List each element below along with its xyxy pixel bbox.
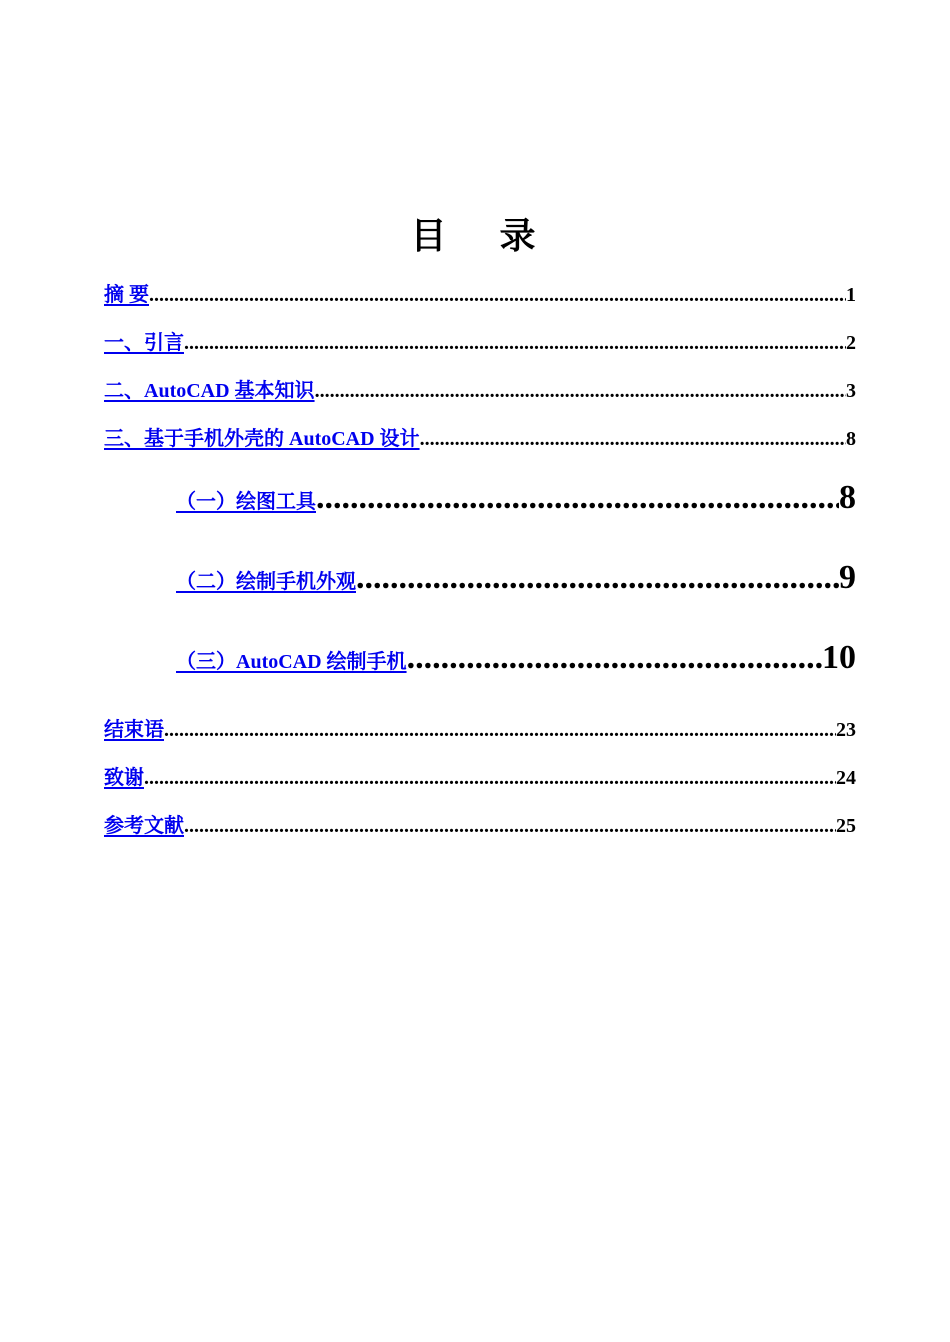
dot-leader [184,812,836,840]
page-number: 25 [836,815,856,837]
toc-link-introduction[interactable]: 一、引言 [104,332,184,354]
toc-title: 目 录 [410,216,558,256]
page-number: 2 [846,332,856,354]
dot-leader [407,636,822,680]
page-number: 1 [846,284,856,306]
toc-entry-conclusion[interactable] [104,716,856,744]
toc-link-phone-case-design[interactable]: 三、基于手机外壳的 AutoCAD 设计 [104,428,420,450]
dot-leader [144,764,836,792]
dot-leader [184,329,846,357]
page-number: 8 [846,428,856,450]
page-number: 9 [839,559,856,596]
toc-entry-references[interactable] [104,812,856,840]
toc-entry-autocad-phone-drawing[interactable] [176,636,856,684]
toc-entry-introduction[interactable] [104,329,856,357]
toc-link-autocad-phone-drawing[interactable]: （三）AutoCAD 绘制手机 [176,651,407,673]
dot-leader [164,716,836,744]
toc-link-phone-appearance[interactable]: （二）绘制手机外观 [176,571,356,593]
page-number: 8 [839,479,856,516]
dot-leader [316,476,839,520]
dot-leader [149,281,846,309]
toc-link-abstract[interactable]: 摘 要 [104,284,149,306]
toc-link-acknowledgements[interactable]: 致谢 [104,767,144,789]
dot-leader [315,377,846,405]
toc-entry-autocad-basics[interactable] [104,377,856,405]
toc-link-autocad-basics[interactable]: 二、AutoCAD 基本知识 [104,380,315,402]
toc-link-conclusion[interactable]: 结束语 [104,719,164,741]
toc-entry-acknowledgements[interactable] [104,764,856,792]
toc-entry-abstract[interactable] [104,281,856,309]
dot-leader [420,425,846,453]
toc-entry-phone-case-design[interactable] [104,425,856,453]
page-number: 24 [836,767,856,789]
toc-entry-drawing-tools[interactable] [176,476,856,524]
page-number: 10 [822,639,856,676]
page-number: 23 [836,719,856,741]
toc-link-drawing-tools[interactable]: （一）绘图工具 [176,491,316,513]
page-number: 3 [846,380,856,402]
dot-leader [356,556,839,600]
toc-entry-phone-appearance[interactable] [176,556,856,604]
toc-link-references[interactable]: 参考文献 [104,815,184,837]
